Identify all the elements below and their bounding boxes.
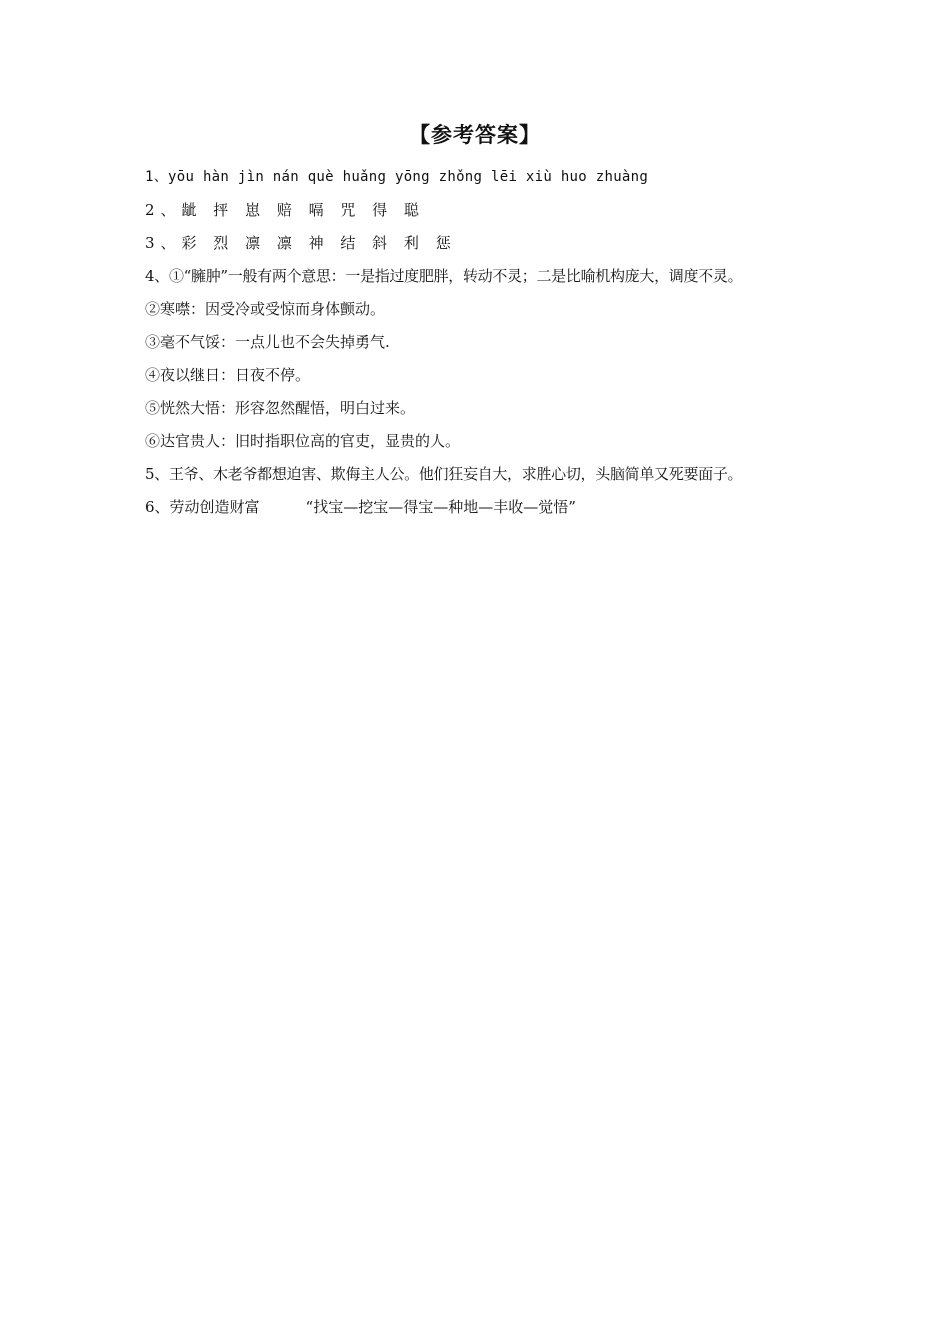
answer-6-theme: 6、劳动创造财富 <box>145 498 260 516</box>
answer-2-characters: 2、龇 抨 崽 赔 嗝 咒 得 聪 <box>145 201 425 219</box>
answer-5: 5、王爷、木老爷都想迫害、欺侮主人公。他们狂妄自大，求胜心切，头脑简单又死要面子。 <box>145 465 743 483</box>
answer-4-item-3: ③毫不气馁：一点儿也不会失掉勇气. <box>145 333 390 351</box>
page-title: 【参考答案】 <box>409 123 541 147</box>
answer-list <box>145 161 845 524</box>
answer-6-plot-sequence: “找宝—挖宝—得宝—种地—丰收—觉悟” <box>305 498 576 516</box>
answer-6 <box>145 491 845 524</box>
answer-4-item-6: ⑥达官贵人：旧时指职位高的官吏，显贵的人。 <box>145 432 461 450</box>
answer-1-pinyin: 1、yōu hàn jìn nán què huǎng yōng zhǒng lēi xiù huo zhuàng <box>145 169 649 185</box>
answer-3-characters: 3、彩 烈 凛 凛 神 结 斜 利 惩 <box>145 234 457 252</box>
answer-4-item-4: ④夜以继日：日夜不停。 <box>145 366 311 384</box>
answer-4-item-1: 4、①“臃肿”一般有两个意思：一是指过度肥胖，转动不灵；二是比喻机构庞大，调度不灵。 <box>145 267 743 285</box>
answer-4-item-2: ②寒噤：因受冷或受惊而身体颤动。 <box>145 300 386 318</box>
answer-4-item-5: ⑤恍然大悟：形容忽然醒悟，明白过来。 <box>145 399 416 417</box>
